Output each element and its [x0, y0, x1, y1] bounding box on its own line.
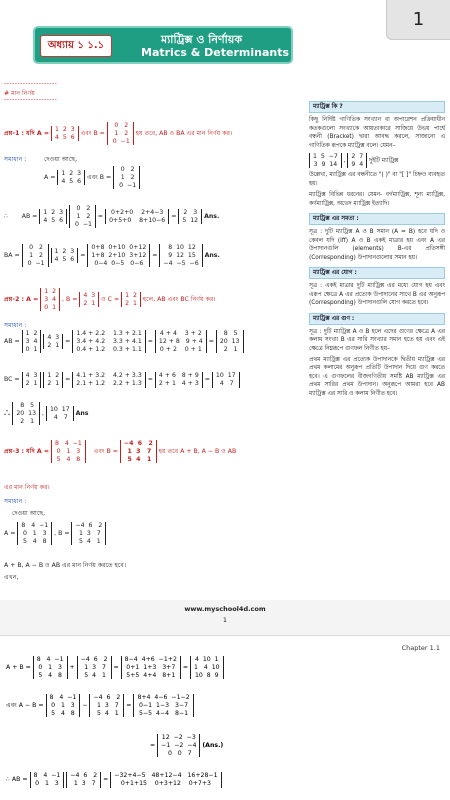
chapter-number-box — [40, 35, 112, 57]
apb-eq: A + B = — [6, 664, 31, 672]
q2-tail: হলে, AB এবং BC নির্ণয় কর। — [142, 296, 216, 304]
ans-label-2: Ans — [75, 410, 89, 418]
question-1 — [4, 122, 232, 145]
footer-url: www.myschool4d.com — [184, 605, 266, 613]
matrix: 0 2 1 2 0 −1 — [113, 166, 140, 189]
bc-product: BC = 4 3 2 1 1 2 2 1 = 4.1 + 3.2 4.2 + 3.3 2.1 + 1.2 2.2 + 1.3 = 4 + 6 8 + 9 2 + 1 4 + 3 = 10 17 4 7 — [4, 372, 240, 388]
matrix: 1 2 3 4 5 6 — [51, 248, 79, 264]
matrix: 8 4 −1 0 1 3 5 4 8 — [17, 522, 52, 545]
matrix: −4 6 2 1 3 7 5 4 1 — [89, 694, 124, 717]
example-label: দুইটি ম্যাট্রিক্স — [369, 157, 399, 164]
ab-product-3: ∴ AB = 8 4 −1 0 1 3 −4 6 2 1 3 7 = −32+4−5 48+12−4 16+28−1 0+1+15 0+3+12 0+7+3 — [6, 772, 222, 788]
matrix: 8 5 20 13 2 1 — [216, 330, 244, 353]
sidebar-text: কিছু নির্দিষ্ট গাণিতিক সংখ্যান বা অপারেশন প্রক্রিয়াধীন কতকগুলো সংখ্যাকে আয়তাকারে সাজিয়ে উভয় পার্শ্বে বন্ধনী (Bracket) দ্বারা আবদ্ধ করলে, সাজানো এ গাণিতিক রূপকে ম্যাট্রিক্স বলে। যেমন– — [309, 117, 445, 149]
matrix: 1 2 3 4 0 1 — [40, 288, 60, 311]
footer-page: 1 — [222, 616, 228, 624]
page-2 — [0, 635, 450, 800]
sidebar-text: সূত্র : একই মাত্রার দুটি ম্যাট্রিক্স এর মধ্যে যোগ হয় এবং এরূপ ক্ষেত্রে A এর প্রত্যেক উপাদানের সাথে B এর অনুরূপ (Corresponding) উপাদানগুলি যোগ করতে হবে। — [309, 283, 445, 307]
section-heading: # মান নির্ণয় — [4, 90, 35, 97]
divider: -------------------- — [4, 96, 58, 103]
matrix: 1 5 −7 3 9 14 — [309, 153, 342, 169]
matrix: 4 + 6 8 + 9 2 + 1 4 + 3 — [155, 372, 203, 388]
q3-label: প্রশ্ন-3 : যদি A = — [4, 448, 50, 456]
matrix: 1 2 3 4 5 6 — [57, 170, 85, 186]
q2-label: প্রশ্ন-2 : A = — [4, 296, 39, 304]
page-number-badge: 1 — [386, 0, 450, 40]
matrix: 1.4 + 2.2 1.3 + 2.1 3.4 + 4.2 3.3 + 4.1 0.4 + 1.2 0.3 + 1.1 — [72, 330, 145, 353]
question-2 — [4, 288, 216, 311]
solution-label: সমাধান : — [4, 498, 27, 505]
matrix: 1 2 2 1 — [43, 372, 63, 388]
matrix: 0 2 1 2 0 −1 — [69, 205, 96, 228]
matrix: 4 10 1 1 4 10 10 8 9 — [190, 656, 224, 679]
question-3 — [4, 440, 236, 463]
example-matrices: 1 5 −7 3 9 14 , 2 7 9 4 দুইটি ম্যাট্রিক্স — [309, 153, 445, 169]
ab-product-2: AB = 1 2 3 4 0 1 4 3 2 1 = 1.4 + 2.2 1.3 + 2.1 3.4 + 4.2 3.3 + 4.1 0.4 + 1.2 0.3 + 1.1 = 4 + 4 3 + 2 12 + 8 9 + 4 0 + 2 0 + 1 = 8 5 20 13 2 1 — [4, 330, 244, 353]
matrix: 2 3 5 12 — [178, 209, 202, 225]
matrix: 4 3 2 1 — [79, 292, 99, 308]
ba-product: BA = 0 2 1 2 0 −1 1 2 3 4 5 6 = 0+8 0+10 0+12 1+8 2+10 3+12 0−4 0−5 0−6 = 8 10 12 9 12 15 −4 −5 −6 Ans. — [4, 244, 220, 267]
q3-tail: হয় তবে A + B, A − B ও AB — [158, 448, 237, 456]
banner-title-bn: ম্যাট্রিক্স ও নির্ণায়ক — [161, 33, 243, 46]
chapter-sub: ১.১ — [87, 40, 105, 51]
matrix: −4 6 2 1 3 7 5 4 1 — [120, 440, 157, 463]
and-b: এবং B = — [87, 174, 112, 182]
ans-label-3: (Ans.) — [202, 742, 224, 750]
matrix: 8 10 12 9 12 15 −4 −5 −6 — [159, 244, 202, 267]
sidebar-text: সূত্র : দুটি ম্যাট্রিক্স A ও B হলে এদের গুণের ক্ষেত্রে A এর কলাম সংখ্যা B এর সারি সংখ্যার সমান হতে হয় এবং এই ক্ষেত্রে নিম্নরূপে গুণফল নির্ণীত হয়– — [309, 328, 445, 352]
ba-eq: BA = — [4, 252, 20, 260]
matrix: 8 5 20 13 2 1 — [12, 402, 40, 425]
therefore-sign: ∴ — [4, 213, 8, 221]
q2-b: , B = — [62, 296, 78, 304]
ab-eq: AB = — [21, 213, 38, 221]
ab-eq-2: AB = — [4, 338, 20, 346]
ab-eq-3: ∴ AB = — [6, 776, 28, 784]
matrix: 10 17 4 7 — [46, 406, 74, 422]
matrix: 4 3 2 1 — [22, 372, 42, 388]
amb-eq: এবং A − B = — [6, 702, 44, 710]
divider: -------------------- — [4, 80, 58, 87]
ab-product: ∴ AB = 1 2 3 4 5 6 0 2 1 2 0 −1 = 0+2+0 2+4−3 0+5+0 8+10−6 = 2 3 5 12 Ans. — [4, 205, 220, 228]
sidebar-text: সূত্র : দুটি ম্যাট্রিক্স A ও B সমান (A = B) হবে যদি ও কেবল যদি (iff) A ও B একই মাত্রার হয় এবং A এর উপাদানগুলি (elements) B-এর প্রতিসঙ্গী (Corresponding) উপাদানগুলোর সমান হয়। — [309, 229, 445, 261]
ans-label: Ans. — [204, 252, 220, 260]
matrix: 0 2 1 2 0 −1 — [22, 244, 49, 267]
matrix: 4 3 2 1 — [43, 334, 63, 350]
q3-line: A + B, A − B ও AB এর মান নির্ণয় করতে হবে। — [4, 562, 127, 569]
now-text: এখন, — [4, 574, 19, 581]
solution-label: সমাধান : — [4, 322, 27, 329]
ans-label: Ans. — [204, 213, 220, 221]
matrix: 0+8 0+10 0+12 1+8 2+10 3+12 0−4 0−5 0−6 — [87, 244, 150, 267]
matrix: −32+4−5 48+12−4 16+28−1 0+1+15 0+3+12 0+7+3 — [110, 772, 221, 788]
matrix: 8−4 4+6 −1+2 0+1 1+3 3+7 5+5 4+4 8+1 — [121, 656, 181, 679]
matrix: 1 2 3 4 0 1 — [22, 330, 42, 353]
sidebar-heading: ম্যাট্রিক্স এর সমতা : — [309, 213, 445, 225]
q2-c: ও C = — [101, 296, 120, 304]
a-eq: A = — [44, 174, 56, 182]
matrix: 12 −2 −3 −1 −2 −4 0 0 7 — [157, 734, 200, 757]
banner-title-en: Matrics & Determinants — [141, 46, 290, 59]
matrix: 2 7 9 4 — [347, 153, 367, 169]
q1-mid: এবং B = — [80, 130, 105, 138]
matrix: 8 4 −1 0 1 3 — [30, 772, 65, 788]
matrix: −4 6 2 1 3 7 5 4 1 — [77, 656, 112, 679]
sidebar-heading: ম্যাট্রিক্স এর যোগ : — [309, 267, 445, 279]
sidebar-heading: ম্যাট্রিক্স কি ? — [309, 101, 445, 113]
matrix: 10 17 4 7 — [212, 372, 240, 388]
q3-tail-2: এর মান নির্ণয় কর। — [4, 484, 50, 491]
matrix: 8+4 4−6 −1−2 0−1 1−3 3−7 5−5 4−4 8−1 — [133, 694, 193, 717]
a-minus-b-result: = 12 −2 −3 −1 −2 −4 0 0 7 (Ans.) — [150, 734, 224, 757]
matrix: 8 4 −1 0 1 3 5 4 8 — [33, 656, 68, 679]
q3-a: A = — [4, 530, 16, 538]
sidebar-text: প্রথম ম্যাট্রিক্স এর প্রত্যেক উপাদানকে দ্বিতীয় ম্যাট্রিক্স এর প্রথম কলামের অনুরূপ প্রতিটি উপাদান দিয়ে গুণ করতে হবে। এ গুণফলের বীজগণিতীয় সমষ্টি AB ম্যাট্রিক্স এর প্রথম সারির প্রথম উপাদান। অনুরূপে আমরা হবে AB ম্যাট্রিক্স এর সারি ও কলাম নির্ণীত হবে। — [309, 357, 445, 397]
sidebar-text: ম্যাট্রিক্স বিভিন্ন ধরনের। যেমন- বর্গম্যাট্রিক্স, শূন্য ম্যাট্রিক্স, কর্ণম্যাট্রিক্স, অভেদ ম্যাট্রিক্স ইত্যাদি। — [309, 192, 445, 207]
matrix: 1 2 3 4 5 6 — [39, 209, 67, 225]
sidebar-heading: ম্যাট্রিক্স এর গুণ : — [309, 313, 445, 325]
bc-eq: BC = — [4, 376, 20, 384]
matrix: 1 2 3 4 5 6 — [51, 126, 79, 142]
q3-b: এবং B = — [93, 448, 118, 456]
matrix: 8 4 −1 0 1 3 5 4 8 — [46, 694, 81, 717]
sidebar-text: উল্লেখ্য, ম্যাট্রিক্স এর বন্ধনীতে "( )" বা "[ ]" চিহ্নও ব্যবহৃত হয়। — [309, 172, 445, 187]
sidebar-notes — [309, 96, 445, 398]
q1-tail: হয় তবে, AB ও BA এর মান নির্ণয় কর। — [135, 130, 233, 138]
solution-label: সমাধান : — [4, 156, 27, 163]
q3-given-matrices — [4, 522, 106, 545]
given-text: দেওয়া আছে, — [44, 156, 78, 163]
matrix: 1 2 2 1 — [121, 292, 141, 308]
given-matrices — [44, 166, 140, 189]
matrix: 0+2+0 2+4−3 0+5+0 8+10−6 — [105, 209, 169, 225]
chapter-no: ১ — [77, 40, 84, 51]
chapter-label: Chapter 1.1 — [401, 644, 440, 652]
matrix: 4.1 + 3.2 4.2 + 3.3 2.1 + 1.2 2.2 + 1.3 — [72, 372, 145, 388]
matrix: 4 + 4 3 + 2 12 + 8 9 + 4 0 + 2 0 + 1 — [155, 330, 207, 353]
matrix: 8 4 −1 0 1 3 5 4 8 — [51, 440, 86, 463]
q3-given: দেওয়া আছে, — [12, 510, 46, 517]
chapter-word: অধ্যায় — [47, 40, 74, 51]
matrix: 0 2 1 2 0 −1 — [107, 122, 134, 145]
chapter-banner — [33, 26, 293, 64]
answer-2: ∴ 8 5 20 13 2 1 , 10 17 4 7 Ans — [4, 402, 89, 425]
matrix: −4 6 2 1 3 7 — [66, 772, 101, 788]
a-plus-b: A + B = 8 4 −1 0 1 3 5 4 8 + −4 6 2 1 3 7 5 4 1 = 8−4 4+6 −1+2 0+1 1+3 3+7 5+5 4+4 8+1 = 4 10 1 1 4 10 10 8 9 — [6, 656, 224, 679]
q3-bv: , B = — [54, 530, 70, 538]
matrix: −4 6 2 1 3 7 5 4 1 — [71, 522, 106, 545]
a-minus-b: এবং A − B = 8 4 −1 0 1 3 5 4 8 − −4 6 2 1 3 7 5 4 1 = 8+4 4−6 −1−2 0−1 1−3 3−7 5−5 4−4 8−1 — [6, 694, 194, 717]
q1-label: প্রশ্ন-1 : যদি A = — [4, 130, 50, 138]
